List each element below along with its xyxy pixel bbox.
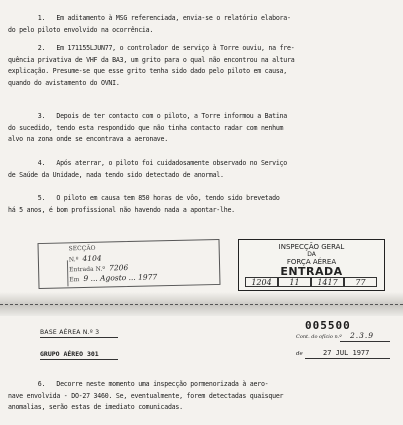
stamp-left-line4: Em 9 ... Agosto ... 1977 xyxy=(69,272,158,284)
date-label: de xyxy=(296,351,303,357)
document-number: 005500 xyxy=(305,319,351,332)
inspection-entry-stamp xyxy=(238,239,385,291)
stamp-box: 77 xyxy=(344,277,377,287)
date-underline xyxy=(305,358,390,359)
stamp-right-line4: ENTRADA xyxy=(280,265,343,278)
continuation-underline xyxy=(340,341,390,342)
stamp-left-date: 9 ... Agosto ... 1977 xyxy=(83,272,158,284)
stamp-right-boxes xyxy=(245,277,377,287)
paragraph-1: 1. Em aditamento à MSG referenciada, envia-se o relatório elabora- do pelo piloto envolvido na ocorrência. xyxy=(8,14,291,34)
paragraph-3: 3. Depois de ter contacto com o piloto, a Torre informou a Batina do sucedido, tendo esta respondido que não tinha contacto radar com nenhum alvo na zona onde se encontrava a aeronave. xyxy=(8,112,287,143)
base-underline xyxy=(40,337,118,338)
stamp-box: 1417 xyxy=(311,277,344,287)
stamp-right-line3: FORÇA AÉREA xyxy=(286,258,337,266)
paragraph-6: 6. Decorre neste momento uma inspecção pormenorizada à aero- nave envolvida - DO-27 3460. Se, eventualmente, forem detectadas quaisquer anomalias, serão estas de imediato comunicadas. xyxy=(8,380,284,411)
paragraph-5: 5. O piloto em causa tem 850 horas de vôo, tendo sido brevetado há 5 anos, é bom profissional não havendo nada a apontar-lhe. xyxy=(8,194,280,214)
continuation-value: 2.3.9 xyxy=(350,331,375,340)
stamp-left-number: 4104 xyxy=(82,253,102,264)
paragraph-2: 2. Em 171155LJUN77, o controlador de serviço à Torre ouviu, na fre- quência privativa de VHF da BA3, um grito para o qual não encontrou na altura explicação. Presume-se que esse grito tenha sido dado pelo piloto em causa, quando do avistamento do OVNI. xyxy=(8,44,295,87)
base-name: BASE AÉREA N.º 3 xyxy=(40,329,100,336)
tear-edge xyxy=(0,304,403,308)
group-underline xyxy=(40,359,118,360)
continuation-label: Cont. do ofício n.º xyxy=(296,334,342,340)
stamp-right-line2: DA xyxy=(307,251,316,258)
section-entry-stamp xyxy=(38,239,221,289)
stamp-left-line3: Entrada N.º 7206 xyxy=(69,263,129,274)
group-name: GRUPO AÉREO 301 xyxy=(40,350,99,358)
stamp-left-box xyxy=(39,260,69,287)
paragraph-4: 4. Após aterrar, o piloto foi cuidadosamente observado no Serviço de Saúde da Unidade, nada tendo sido detectado de anormal. xyxy=(8,159,287,179)
stamp-right-line1: INSPECÇÃO GERAL xyxy=(278,243,345,251)
stamp-box: 11 xyxy=(278,277,311,287)
stamp-left-line1: SECÇÃO xyxy=(68,244,96,253)
stamp-left-line2: N.º 4104 xyxy=(68,253,102,264)
date-value: 27 JUL 1977 xyxy=(323,349,370,357)
stamp-left-entry-number: 7206 xyxy=(109,263,129,273)
stamp-box: 1204 xyxy=(245,277,278,287)
